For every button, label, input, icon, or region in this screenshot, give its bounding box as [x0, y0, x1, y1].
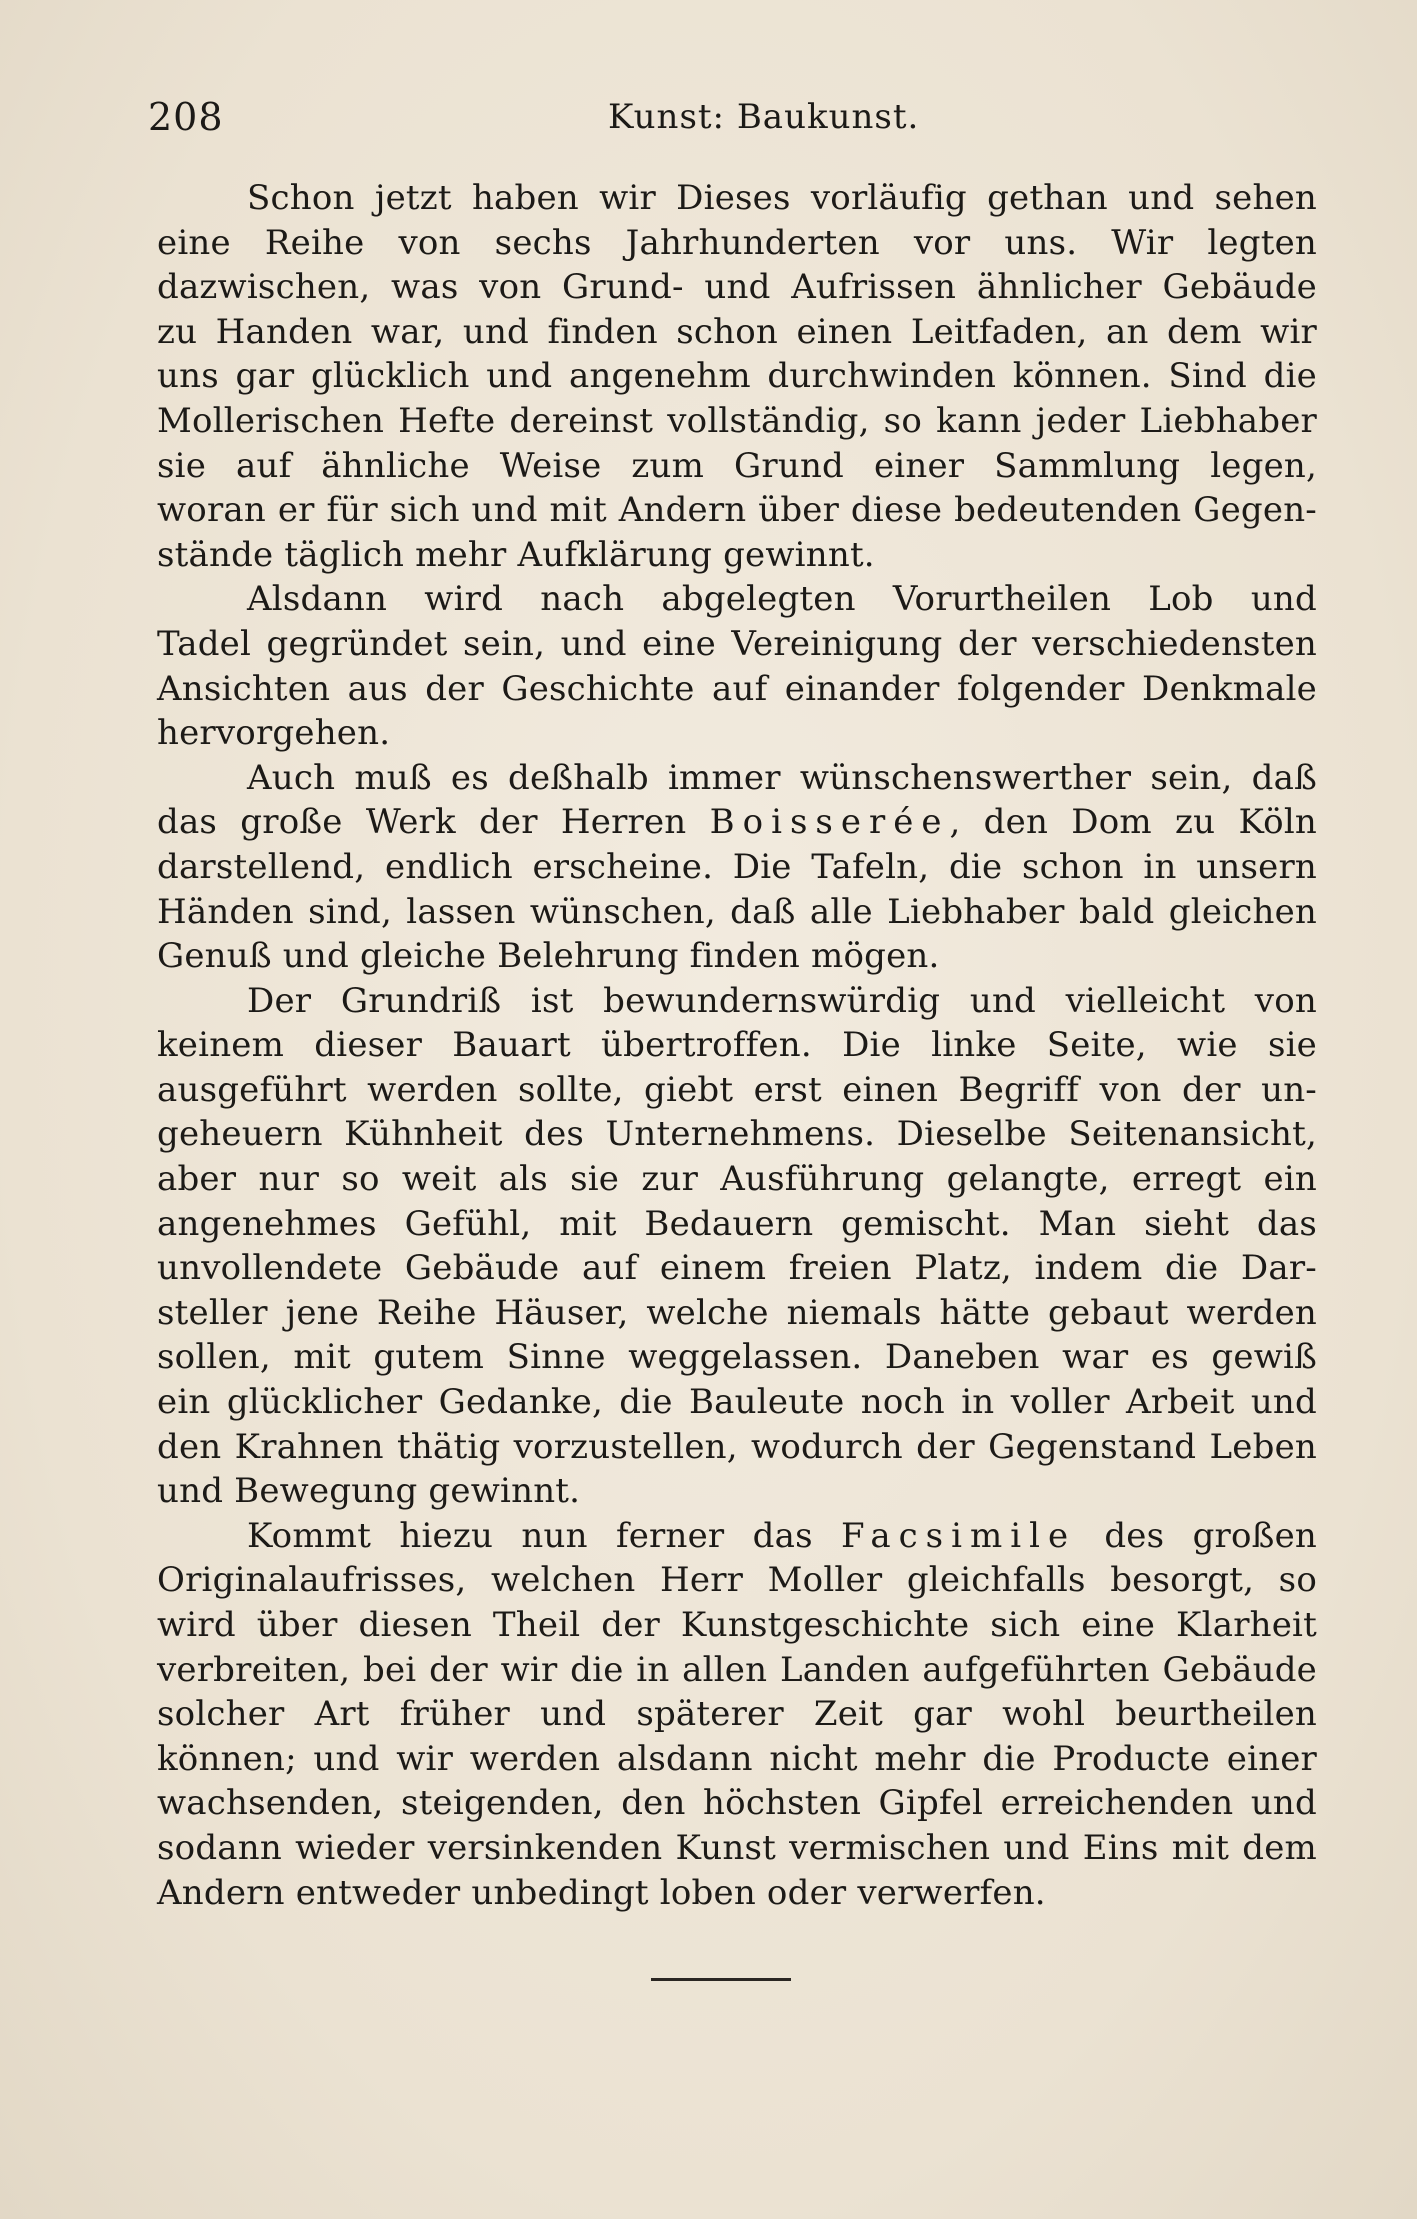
text-line: ausgeführt werden sollte, giebt erst einen Begriff von der un-: [157, 1069, 1317, 1110]
text-line: wachsenden, steigenden, den höchsten Gipfel erreichenden und: [157, 1783, 1317, 1824]
text-line: stände täglich mehr Aufklärung gewinnt.: [157, 534, 875, 575]
text-line: Schon jetzt haben wir Dieses vorläufig gethan und sehen: [247, 178, 1317, 218]
emphasized-word: Facsimile: [841, 1515, 1077, 1556]
text-line: uns gar glücklich und angenehm durchwinden können. Sind die: [157, 356, 1317, 397]
text-line: steller jene Reihe Häuser, welche niemals hätte gebaut werden: [157, 1292, 1317, 1333]
text-line: keinem dieser Bauart übertroffen. Die linke Seite, wie sie: [157, 1025, 1317, 1066]
text-line: unvollendete Gebäude auf einem freien Platz, indem die Dar-: [157, 1248, 1317, 1289]
text-line: solcher Art früher und späterer Zeit gar wohl beurtheilen: [157, 1694, 1317, 1735]
text-line: Händen sind, lassen wünschen, daß alle Liebhaber bald gleichen: [157, 891, 1317, 932]
text-line: Der Grundriß ist bewundernswürdig und vielleicht von: [247, 980, 1317, 1021]
text-line: aber nur so weit als sie zur Ausführung gelangte, erregt ein: [157, 1159, 1317, 1200]
text-line: den Krahnen thätig vorzustellen, wodurch der Gegenstand Leben: [157, 1426, 1317, 1467]
page-header: [148, 95, 1318, 145]
text-line: Andern entweder unbedingt loben oder verwerfen.: [157, 1872, 1046, 1913]
text-line: verbreiten, bei der wir die in allen Landen aufgeführten Gebäude: [157, 1649, 1317, 1690]
text-line: das große Werk der Herren Boisserée, den Dom zu Köln: [157, 802, 1317, 843]
text-line: geheuern Kühnheit des Unternehmens. Dieselbe Seitenansicht,: [157, 1114, 1317, 1155]
text-line: sollen, mit gutem Sinne weggelassen. Daneben war es gewiß: [157, 1337, 1317, 1378]
text-line: und Bewegung gewinnt.: [157, 1471, 581, 1512]
text-line: Mollerischen Hefte dereinst vollständig, so kann jeder Liebhaber: [157, 400, 1317, 441]
text-line: Auch muß es deßhalb immer wünschenswerther sein, daß: [247, 757, 1317, 798]
text-line: hervorgehen.: [157, 713, 391, 754]
text-line: sodann wieder versinkenden Kunst vermischen und Eins mit dem: [157, 1827, 1317, 1868]
text-line: dazwischen, was von Grund- und Aufrissen ähnlicher Gebäude: [157, 267, 1317, 308]
text-line: Tadel gegründet sein, und eine Vereinigung der verschiedensten: [157, 623, 1317, 664]
end-rule: [651, 1978, 791, 1981]
running-head: Kunst: Baukunst.: [608, 97, 920, 137]
text-line: ein glücklicher Gedanke, die Bauleute noch in voller Arbeit und: [157, 1382, 1317, 1423]
text-line: darstellend, endlich erscheine. Die Tafeln, die schon in unsern: [157, 846, 1317, 887]
emphasized-word: Boisserée: [709, 802, 950, 843]
text-line: Alsdann wird nach abgelegten Vorurtheilen Lob und: [247, 579, 1317, 620]
text-line: eine Reihe von sechs Jahrhunderten vor uns. Wir legten: [157, 222, 1317, 263]
body-text: [157, 176, 1317, 1915]
text-line: sie auf ähnliche Weise zum Grund einer Sammlung legen,: [157, 445, 1317, 486]
text-line: angenehmes Gefühl, mit Bedauern gemischt. Man sieht das: [157, 1203, 1317, 1244]
text-line: Ansichten aus der Geschichte auf einander folgender Denkmale: [157, 668, 1317, 709]
text-line: wird über diesen Theil der Kunstgeschichte sich eine Klarheit: [157, 1605, 1317, 1645]
text-line: Kommt hiezu nun ferner das Facsimile des großen: [247, 1515, 1317, 1556]
text-line: woran er für sich und mit Andern über diese bedeutenden Gegen-: [157, 490, 1317, 531]
text-line: können; und wir werden alsdann nicht mehr die Producte einer: [157, 1738, 1317, 1779]
text-line: Genuß und gleiche Belehrung finden mögen.: [157, 936, 940, 977]
page-number: 208: [148, 95, 224, 139]
text-line: zu Handen war, und finden schon einen Leitfaden, an dem wir: [157, 311, 1317, 352]
text-line: Originalaufrisses, welchen Herr Moller gleichfalls besorgt, so: [157, 1560, 1317, 1601]
